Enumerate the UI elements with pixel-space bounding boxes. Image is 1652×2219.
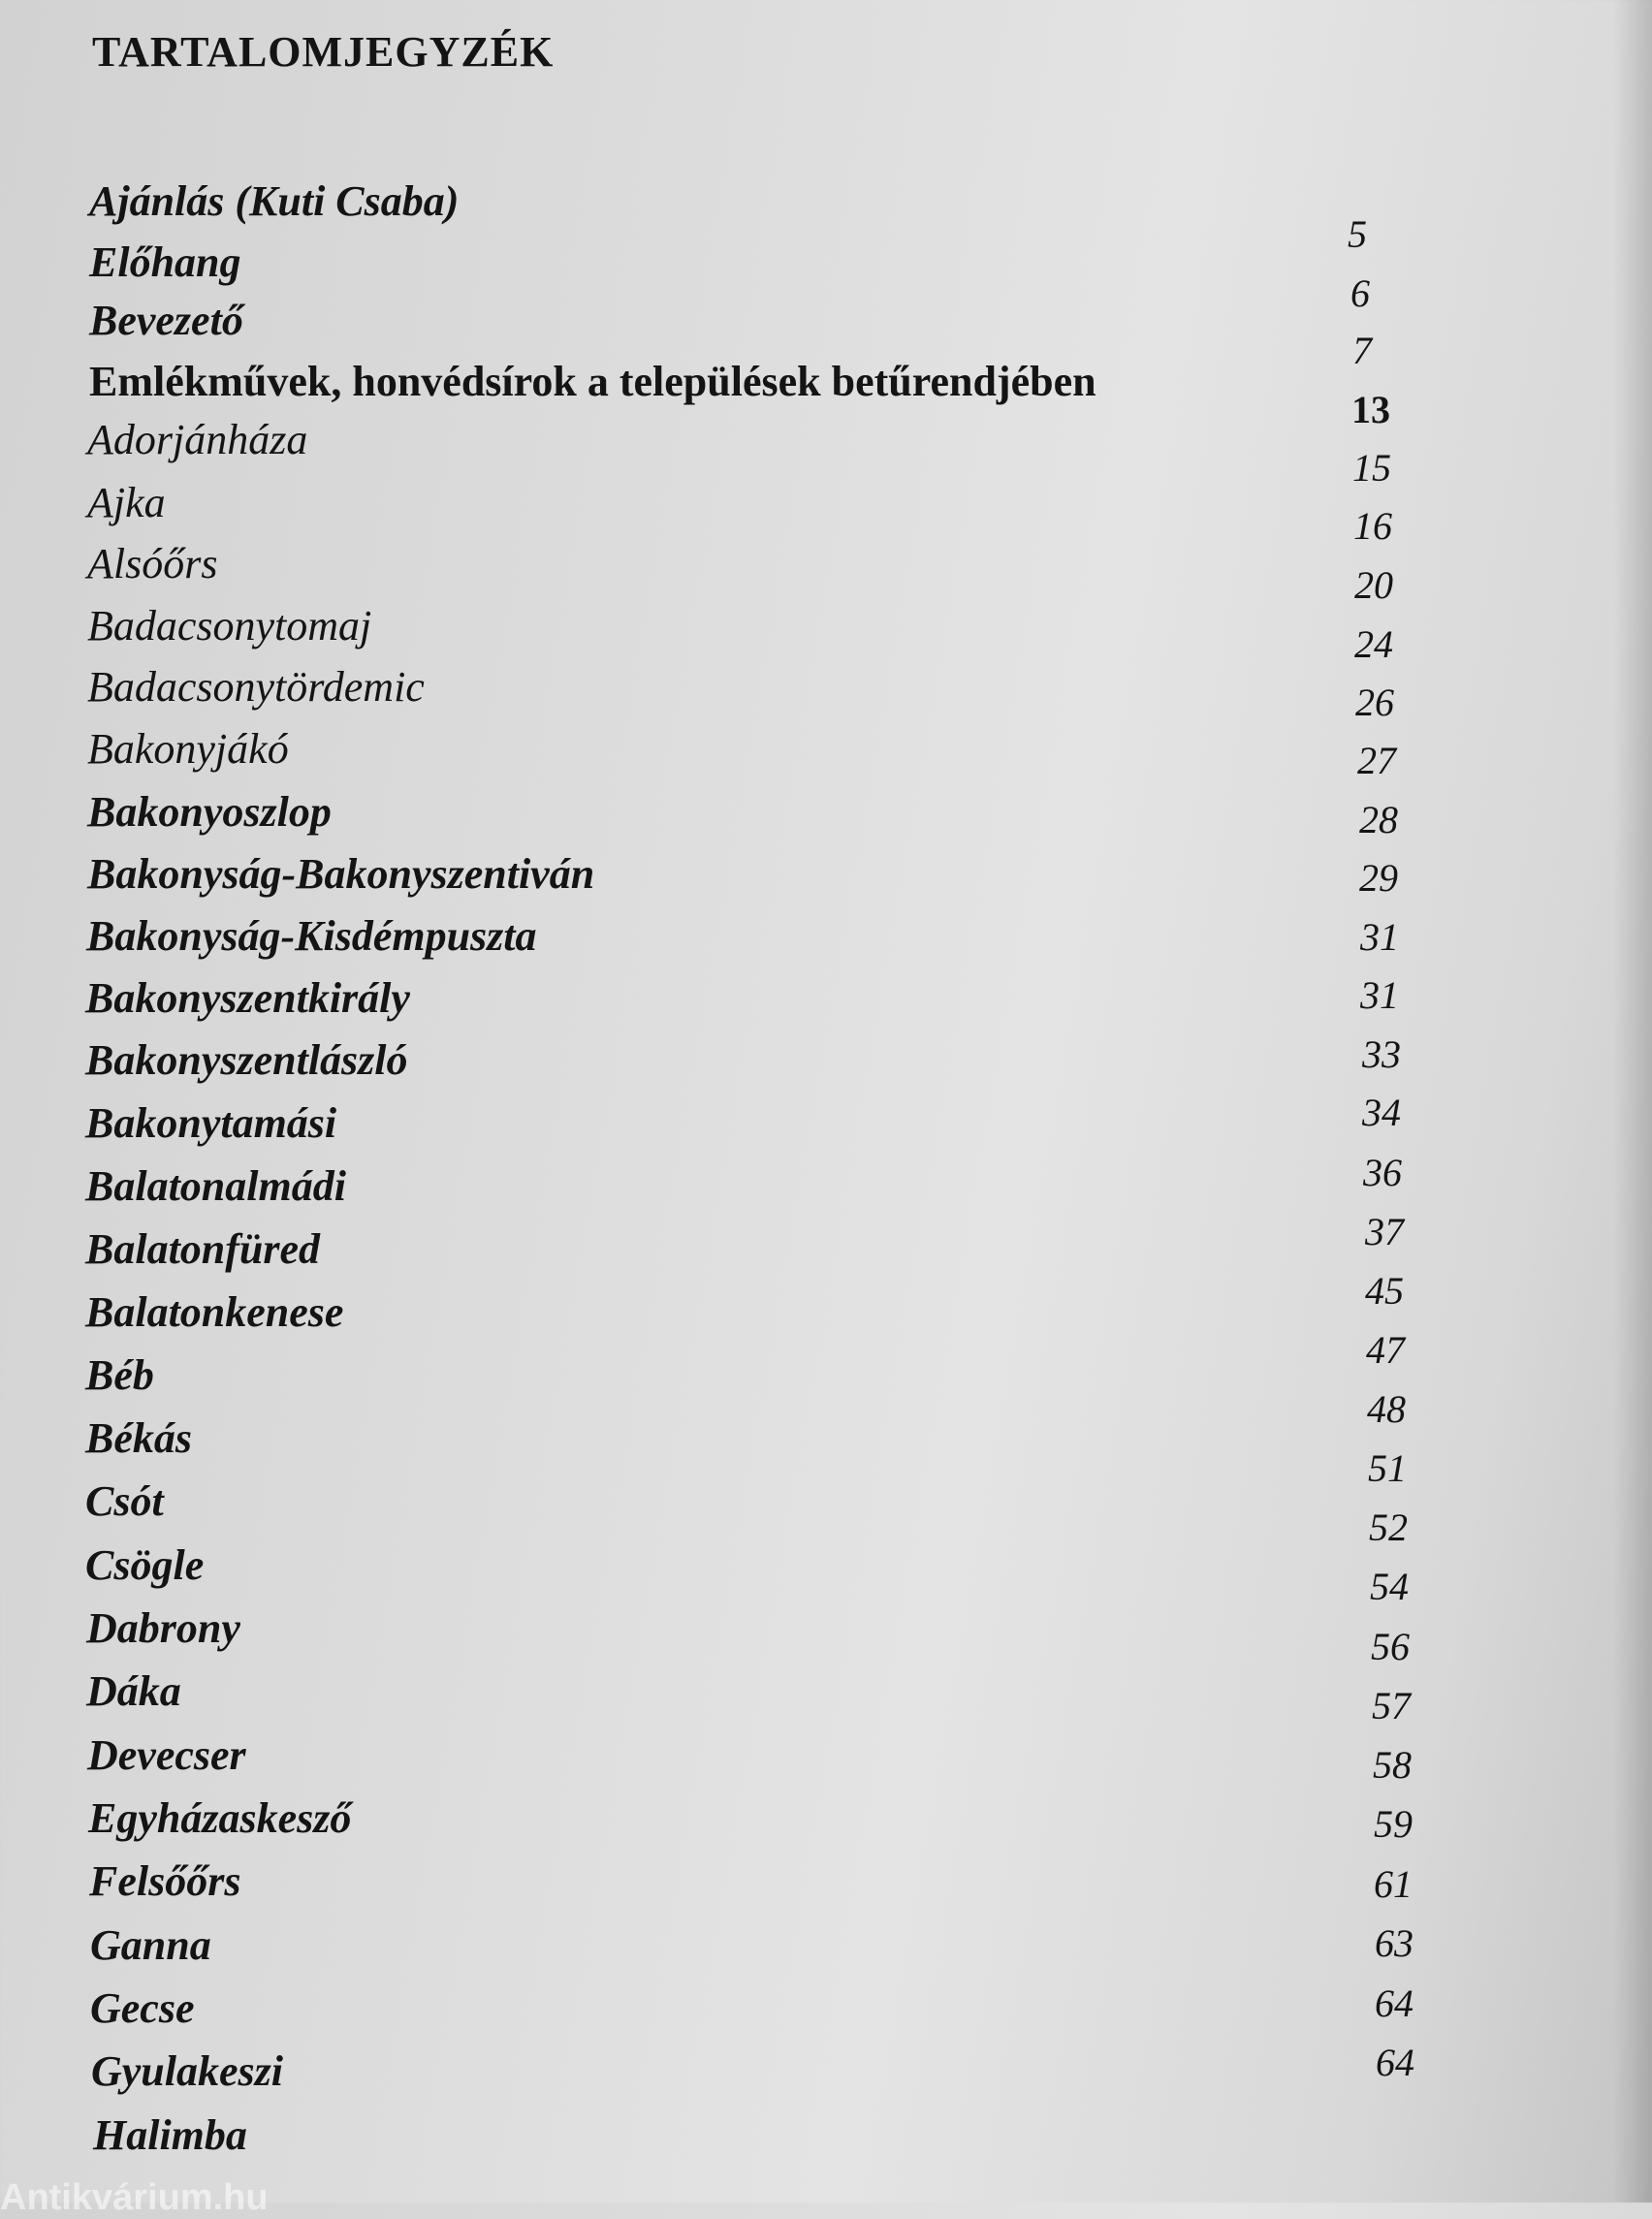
toc-entry-page: 37 bbox=[1365, 1210, 1404, 1253]
toc-entry-page: 26 bbox=[1355, 681, 1394, 724]
toc-entry-label: Bakonyság-Kisdémpuszta bbox=[86, 912, 537, 960]
toc-entry-page: 52 bbox=[1369, 1506, 1408, 1549]
toc-entry-page: 61 bbox=[1374, 1862, 1413, 1906]
toc-entry-page: 34 bbox=[1362, 1091, 1401, 1134]
toc-entry-label: Békás bbox=[85, 1414, 192, 1462]
toc-entry-page: 47 bbox=[1366, 1328, 1405, 1372]
toc-entry-page: 24 bbox=[1354, 622, 1393, 666]
toc-entry-label: Badacsonytomaj bbox=[87, 602, 372, 650]
toc-entry-page: 29 bbox=[1359, 856, 1398, 900]
toc-entry-page: 57 bbox=[1372, 1684, 1411, 1728]
toc-entry-label: Emlékművek, honvédsírok a települések betűrendjében bbox=[89, 358, 1096, 405]
toc-entry-label: Bakonyoszlop bbox=[87, 788, 332, 836]
toc-entry-label: Egyházaskesző bbox=[88, 1794, 352, 1842]
toc-entry-page: 5 bbox=[1348, 212, 1367, 256]
toc-entry-page: 64 bbox=[1375, 1981, 1414, 2025]
toc-entry-label: Bakonyjákó bbox=[87, 725, 289, 773]
toc-entry-page: 20 bbox=[1354, 563, 1393, 607]
toc-entry-label: Ganna bbox=[90, 1921, 211, 1969]
toc-entry-page: 15 bbox=[1352, 446, 1391, 490]
toc-entry-page: 51 bbox=[1368, 1446, 1407, 1490]
toc-entry-page: 36 bbox=[1363, 1151, 1402, 1194]
toc-entry-page: 13 bbox=[1351, 388, 1390, 431]
toc-entry-page: 56 bbox=[1371, 1625, 1410, 1668]
toc-entry-label: Devecser bbox=[87, 1731, 246, 1779]
page-edge-shadow bbox=[1613, 0, 1652, 2203]
toc-entry-label: Ajka bbox=[87, 479, 166, 526]
toc-entry-label: Béb bbox=[85, 1351, 154, 1399]
toc-entry-label: Felsőőrs bbox=[89, 1857, 241, 1905]
page-title: TARTALOMJEGYZÉK bbox=[92, 28, 555, 76]
toc-entry-label: Balatonfüred bbox=[85, 1225, 321, 1273]
toc-entry-page: 48 bbox=[1367, 1387, 1406, 1431]
toc-entry-label: Csögle bbox=[85, 1541, 205, 1589]
toc-entry-page: 31 bbox=[1360, 915, 1399, 959]
toc-entry-label: Előhang bbox=[89, 238, 241, 286]
toc-entry-label: Dáka bbox=[86, 1667, 181, 1715]
toc-entry-page: 63 bbox=[1375, 1921, 1414, 1965]
toc-entry-label: Badacsonytördemic bbox=[87, 663, 425, 711]
toc-entry-label: Alsóőrs bbox=[87, 540, 218, 587]
toc-entry-page: 54 bbox=[1370, 1565, 1409, 1608]
toc-entry-label: Balatonkenese bbox=[85, 1288, 344, 1336]
watermark: Antikvárium.hu bbox=[0, 2177, 269, 2218]
toc-entry-page: 59 bbox=[1374, 1802, 1413, 1846]
toc-entry-label: Adorjánháza bbox=[87, 416, 308, 463]
toc-entry-page: 45 bbox=[1365, 1269, 1404, 1313]
toc-entry-label: Bakonyszentkirály bbox=[85, 974, 410, 1022]
toc-entry-page: 28 bbox=[1359, 798, 1398, 841]
toc-entry-page: 64 bbox=[1376, 2041, 1414, 2084]
toc-entry-label: Gyulakeszi bbox=[91, 2047, 283, 2095]
toc-entry-label: Bakonytamási bbox=[85, 1099, 337, 1147]
toc-entry-page: 58 bbox=[1373, 1743, 1412, 1787]
toc-entry-label: Bakonyszentlászló bbox=[85, 1036, 408, 1084]
toc-entry-page: 6 bbox=[1350, 271, 1370, 315]
toc-entry-page: 31 bbox=[1360, 973, 1399, 1017]
toc-entry-label: Bakonyság-Bakonyszentiván bbox=[87, 850, 595, 898]
toc-entry-page: 16 bbox=[1353, 504, 1392, 548]
toc-entry-label: Ajánlás (Kuti Csaba) bbox=[89, 177, 460, 225]
toc-entry-page: 7 bbox=[1352, 329, 1372, 372]
toc-entry-label: Csót bbox=[85, 1477, 164, 1525]
toc-entry-label: Halimba bbox=[93, 2111, 247, 2159]
toc-entry-label: Bevezető bbox=[89, 297, 243, 344]
toc-entry-label: Dabrony bbox=[86, 1604, 240, 1652]
toc-entry-label: Gecse bbox=[90, 1984, 195, 2032]
toc-entry-page: 27 bbox=[1357, 739, 1396, 782]
toc-entry-label: Balatonalmádi bbox=[85, 1162, 346, 1210]
toc-entry-page: 33 bbox=[1362, 1032, 1401, 1076]
